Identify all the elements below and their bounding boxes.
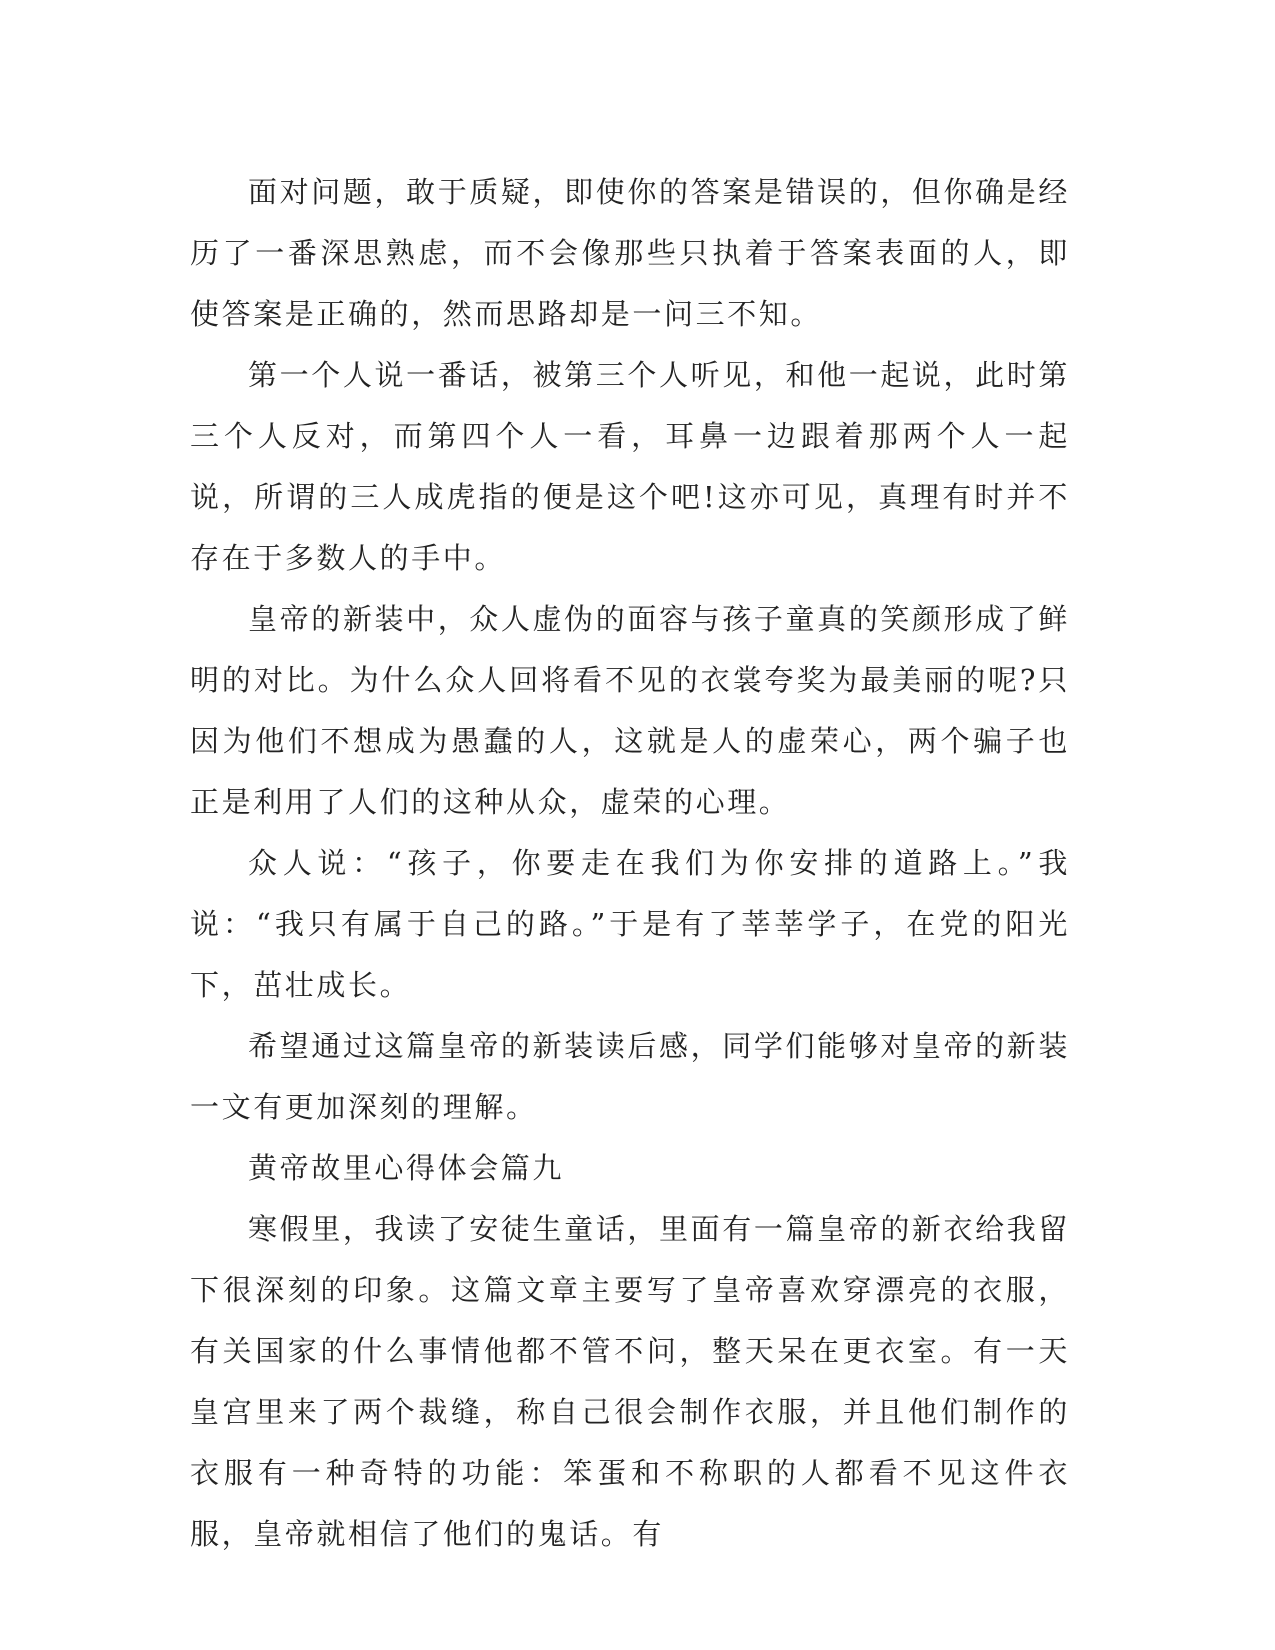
paragraph-three-men-tiger: 第一个人说一番话，被第三个人听见，和他一起说，此时第三个人反对，而第四个人一看，耳鼻一边跟着那两个人一起说，所谓的三人成虎指的便是这个吧!这亦可见，真理有时并不存在于多数人的手中。 bbox=[190, 358, 1070, 575]
section-heading: 黄帝故里心得体会篇九 bbox=[248, 1151, 565, 1185]
paragraph-questioning: 面对问题，敢于质疑，即使你的答案是错误的，但你确是经历了一番深思熟虑，而不会像那些只执着于答案表面的人，即使答案是正确的，然而思路却是一问三不知。 bbox=[190, 175, 1070, 331]
paragraph-hope: 希望通过这篇皇帝的新装读后感，同学们能够对皇帝的新装一文有更加深刻的理解。 bbox=[190, 1029, 1070, 1124]
paragraph-winter-break: 寒假里，我读了安徒生童话，里面有一篇皇帝的新衣给我留下很深刻的印象。这篇文章主要写了皇帝喜欢穿漂亮的衣服，有关国家的什么事情他都不管不问，整天呆在更衣室。有一天皇宫里来了两个裁缝，称自己很会制作衣服，并且他们制作的衣服有一种奇特的功能：笨蛋和不称职的人都看不见这件衣服，皇帝就相信了他们的鬼话。有 bbox=[190, 1212, 1070, 1551]
paragraph-emperor-new-clothes: 皇帝的新装中，众人虚伪的面容与孩子童真的笑颜形成了鲜明的对比。为什么众人回将看不见的衣裳夸奖为最美丽的呢?只因为他们不想成为愚蠢的人，这就是人的虚荣心，两个骗子也正是利用了人们的这种从众，虚荣的心理。 bbox=[190, 602, 1070, 819]
document-body bbox=[190, 162, 1070, 1565]
paragraph-own-path: 众人说：“孩子，你要走在我们为你安排的道路上。”我说：“我只有属于自己的路。”于是有了莘莘学子，在党的阳光下，茁壮成长。 bbox=[190, 846, 1070, 1002]
